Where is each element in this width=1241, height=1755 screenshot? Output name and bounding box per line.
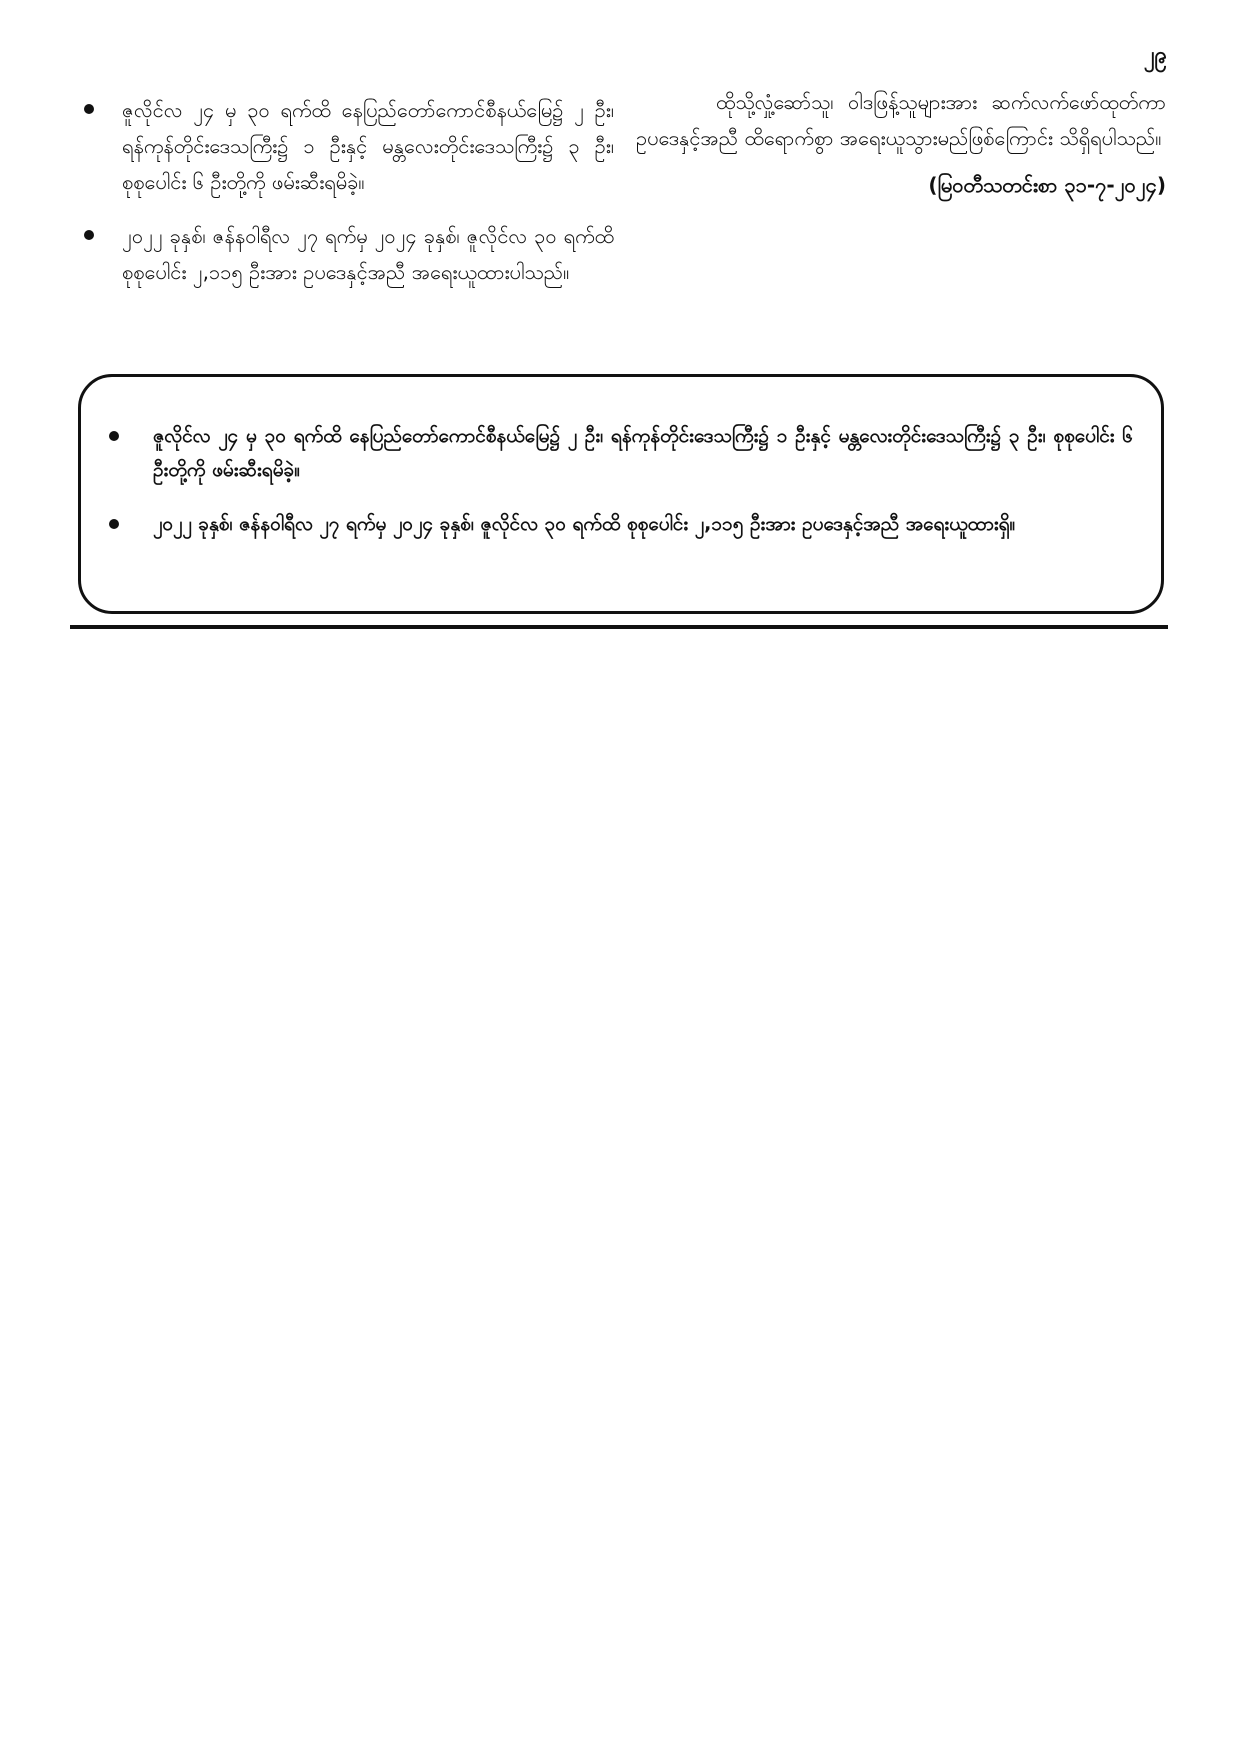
list-item-text: ဇူလိုင်လ ၂၄ မှ ၃၀ ရက်ထိ နေပြည်တော်ကောင်စီနယ်မြေ၌ ၂ ဦး၊ ရန်ကုန်တိုင်းဒေသကြီး၌ ၁ ဦးနှင့် မန္တလေးတိုင်းဒေသကြီး၌ ၃ ဦး၊ စုစုပေါင်း ၆ ဦးတို့ကို ဖမ်းဆီးရမိခဲ့။	[122, 98, 614, 194]
list-item	[109, 507, 1133, 541]
summary-bullet-list	[109, 419, 1133, 541]
section-divider	[70, 625, 1168, 629]
left-column	[84, 92, 614, 308]
list-item	[84, 92, 614, 200]
summary-box	[78, 374, 1164, 614]
left-bullet-list	[84, 92, 614, 290]
list-item-text: ဇူလိုင်လ ၂၄ မှ ၃၀ ရက်ထိ နေပြည်တော်ကောင်စီနယ်မြေ၌ ၂ ဦး၊ ရန်ကုန်တိုင်းဒေသကြီး၌ ၁ ဦးနှင့် မန္တလေးတိုင်းဒေသကြီး၌ ၃ ဦး၊ စုစုပေါင်း ၆ ဦးတို့ကို ဖမ်းဆီးရမိခဲ့။	[153, 425, 1133, 481]
bullet-icon	[109, 519, 119, 529]
list-item-text: ၂၀၂၂ ခုနှစ်၊ ဇန်နဝါရီလ ၂၇ ရက်မှ ၂၀၂၄ ခုနှစ်၊ ဇူလိုင်လ ၃၀ ရက်ထိ စုစုပေါင်း ၂,၁၁၅ ဦးအား ဥပဒေနှင့်အညီ အရေးယူထားပါသည်။	[122, 224, 614, 284]
list-item	[84, 218, 614, 290]
bullet-icon	[84, 104, 94, 114]
list-item-text: ၂၀၂၂ ခုနှစ်၊ ဇန်နဝါရီလ ၂၇ ရက်မှ ၂၀၂၄ ခုနှစ်၊ ဇူလိုင်လ ၃၀ ရက်ထိ စုစုပေါင်း ၂,၁၁၅ ဦးအား ဥပဒေနှင့်အညီ အရေးယူထားရှိ။	[153, 513, 1016, 535]
bullet-icon	[109, 431, 119, 441]
body-paragraph: ထိုသို့လှုံ့ဆော်သူ၊ ဝါဒဖြန့်သူများအား ဆက်လက်ဖော်ထုတ်ကာ ဥပဒေနှင့်အညီ ထိရောက်စွာ အရေးယူသွားမည်ဖြစ်ကြောင်း သိရှိရပါသည်။	[636, 90, 1166, 150]
source-citation: (မြဝတီသတင်းစာ ၃၁-၇-၂၀၂၄)	[928, 173, 1166, 197]
list-item	[109, 419, 1133, 487]
right-column	[636, 84, 1166, 202]
page-number: ၂၉	[1143, 43, 1167, 68]
bullet-icon	[84, 230, 94, 240]
